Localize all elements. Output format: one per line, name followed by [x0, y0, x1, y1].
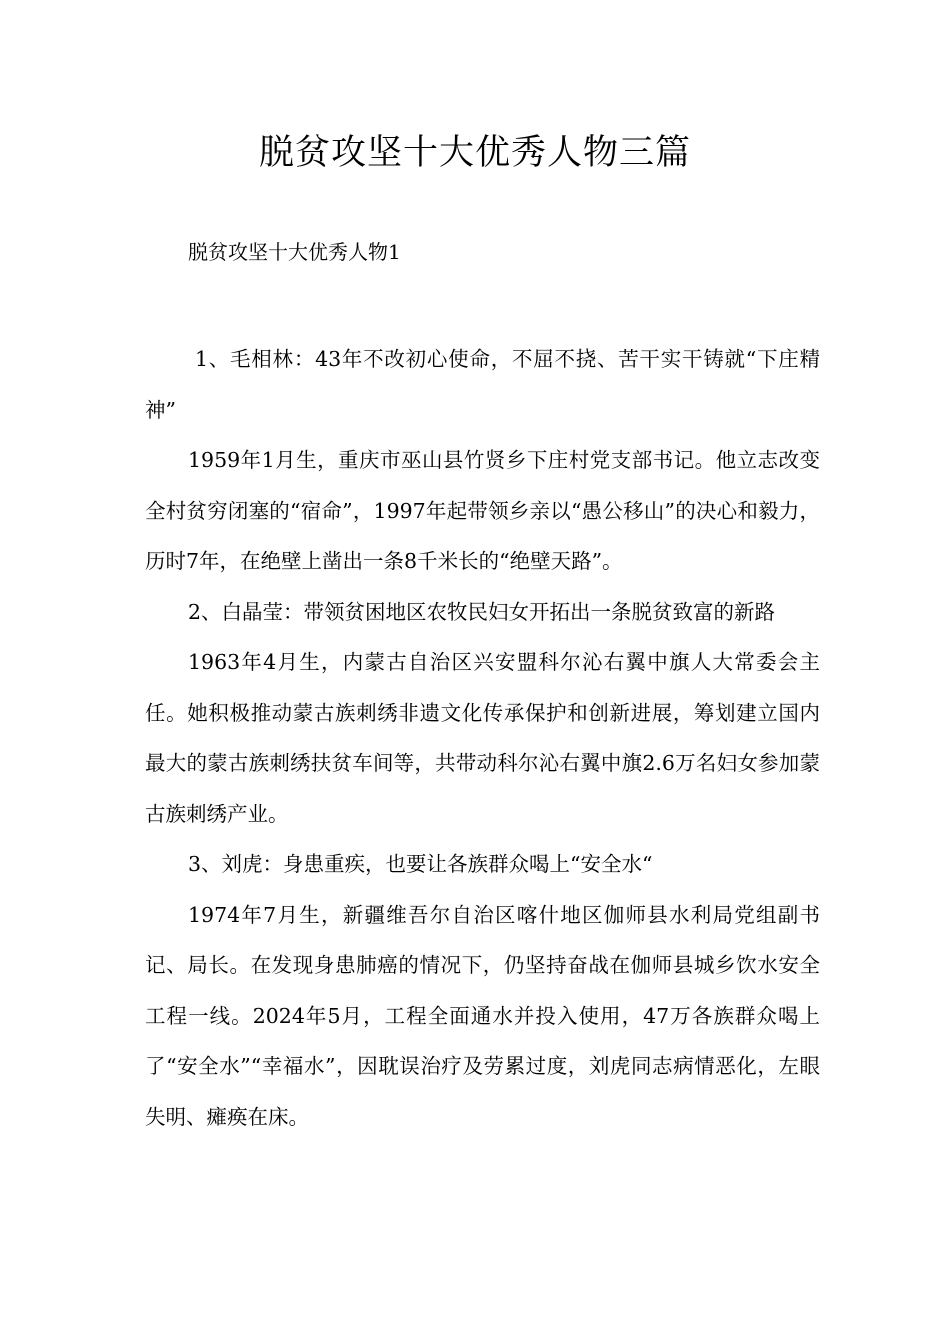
document-title: 脱贫攻坚十大优秀人物三篇	[258, 133, 691, 173]
person-bio-mao-xianglin: 1959年1月生，重庆市巫山县竹贤乡下庄村党支部书记。他立志改变全村贫穷闭塞的“宿命”，1997年起带领乡亲以“愚公移山”的决心和毅力，历时7年，在绝壁上凿出一条8千米长的“绝壁天路”。	[145, 448, 820, 573]
section-subtitle: 脱贫攻坚十大优秀人物1	[188, 240, 401, 264]
person-heading-mao-xianglin: 1、毛相林：43年不改初心使命，不屈不挠、苦干实干铸就“下庄精神”	[145, 347, 820, 422]
person-bio-liu-hu: 1974年7月生，新疆维吾尔自治区喀什地区伽师县水利局党组副书记、局长。在发现身患肺癌的情况下，仍坚持奋战在伽师县城乡饮水安全工程一线。2024年5月，工程全面通水并投入使用，47万各族群众喝上了“安全水”“幸福水”，因耽误治疗及劳累过度，刘虎同志病情恶化，左眼失明、瘫痪在床。	[145, 902, 820, 1129]
document-body	[145, 334, 820, 1142]
person-bio-bai-jingying: 1963年4月生，内蒙古自治区兴安盟科尔沁右翼中旗人大常委会主任。她积极推动蒙古族刺绣非遗文化传承保护和创新进展，筹划建立国内最大的蒙古族刺绣扶贫车间等，共带动科尔沁右翼中旗2.6万名妇女参加蒙古族刺绣产业。	[145, 650, 820, 826]
person-heading-liu-hu: 3、刘虎：身患重疾，也要让各族群众喝上“安全水“	[188, 852, 653, 876]
person-heading-bai-jingying: 2、白晶莹：带领贫困地区农牧民妇女开拓出一条脱贫致富的新路	[188, 599, 776, 624]
